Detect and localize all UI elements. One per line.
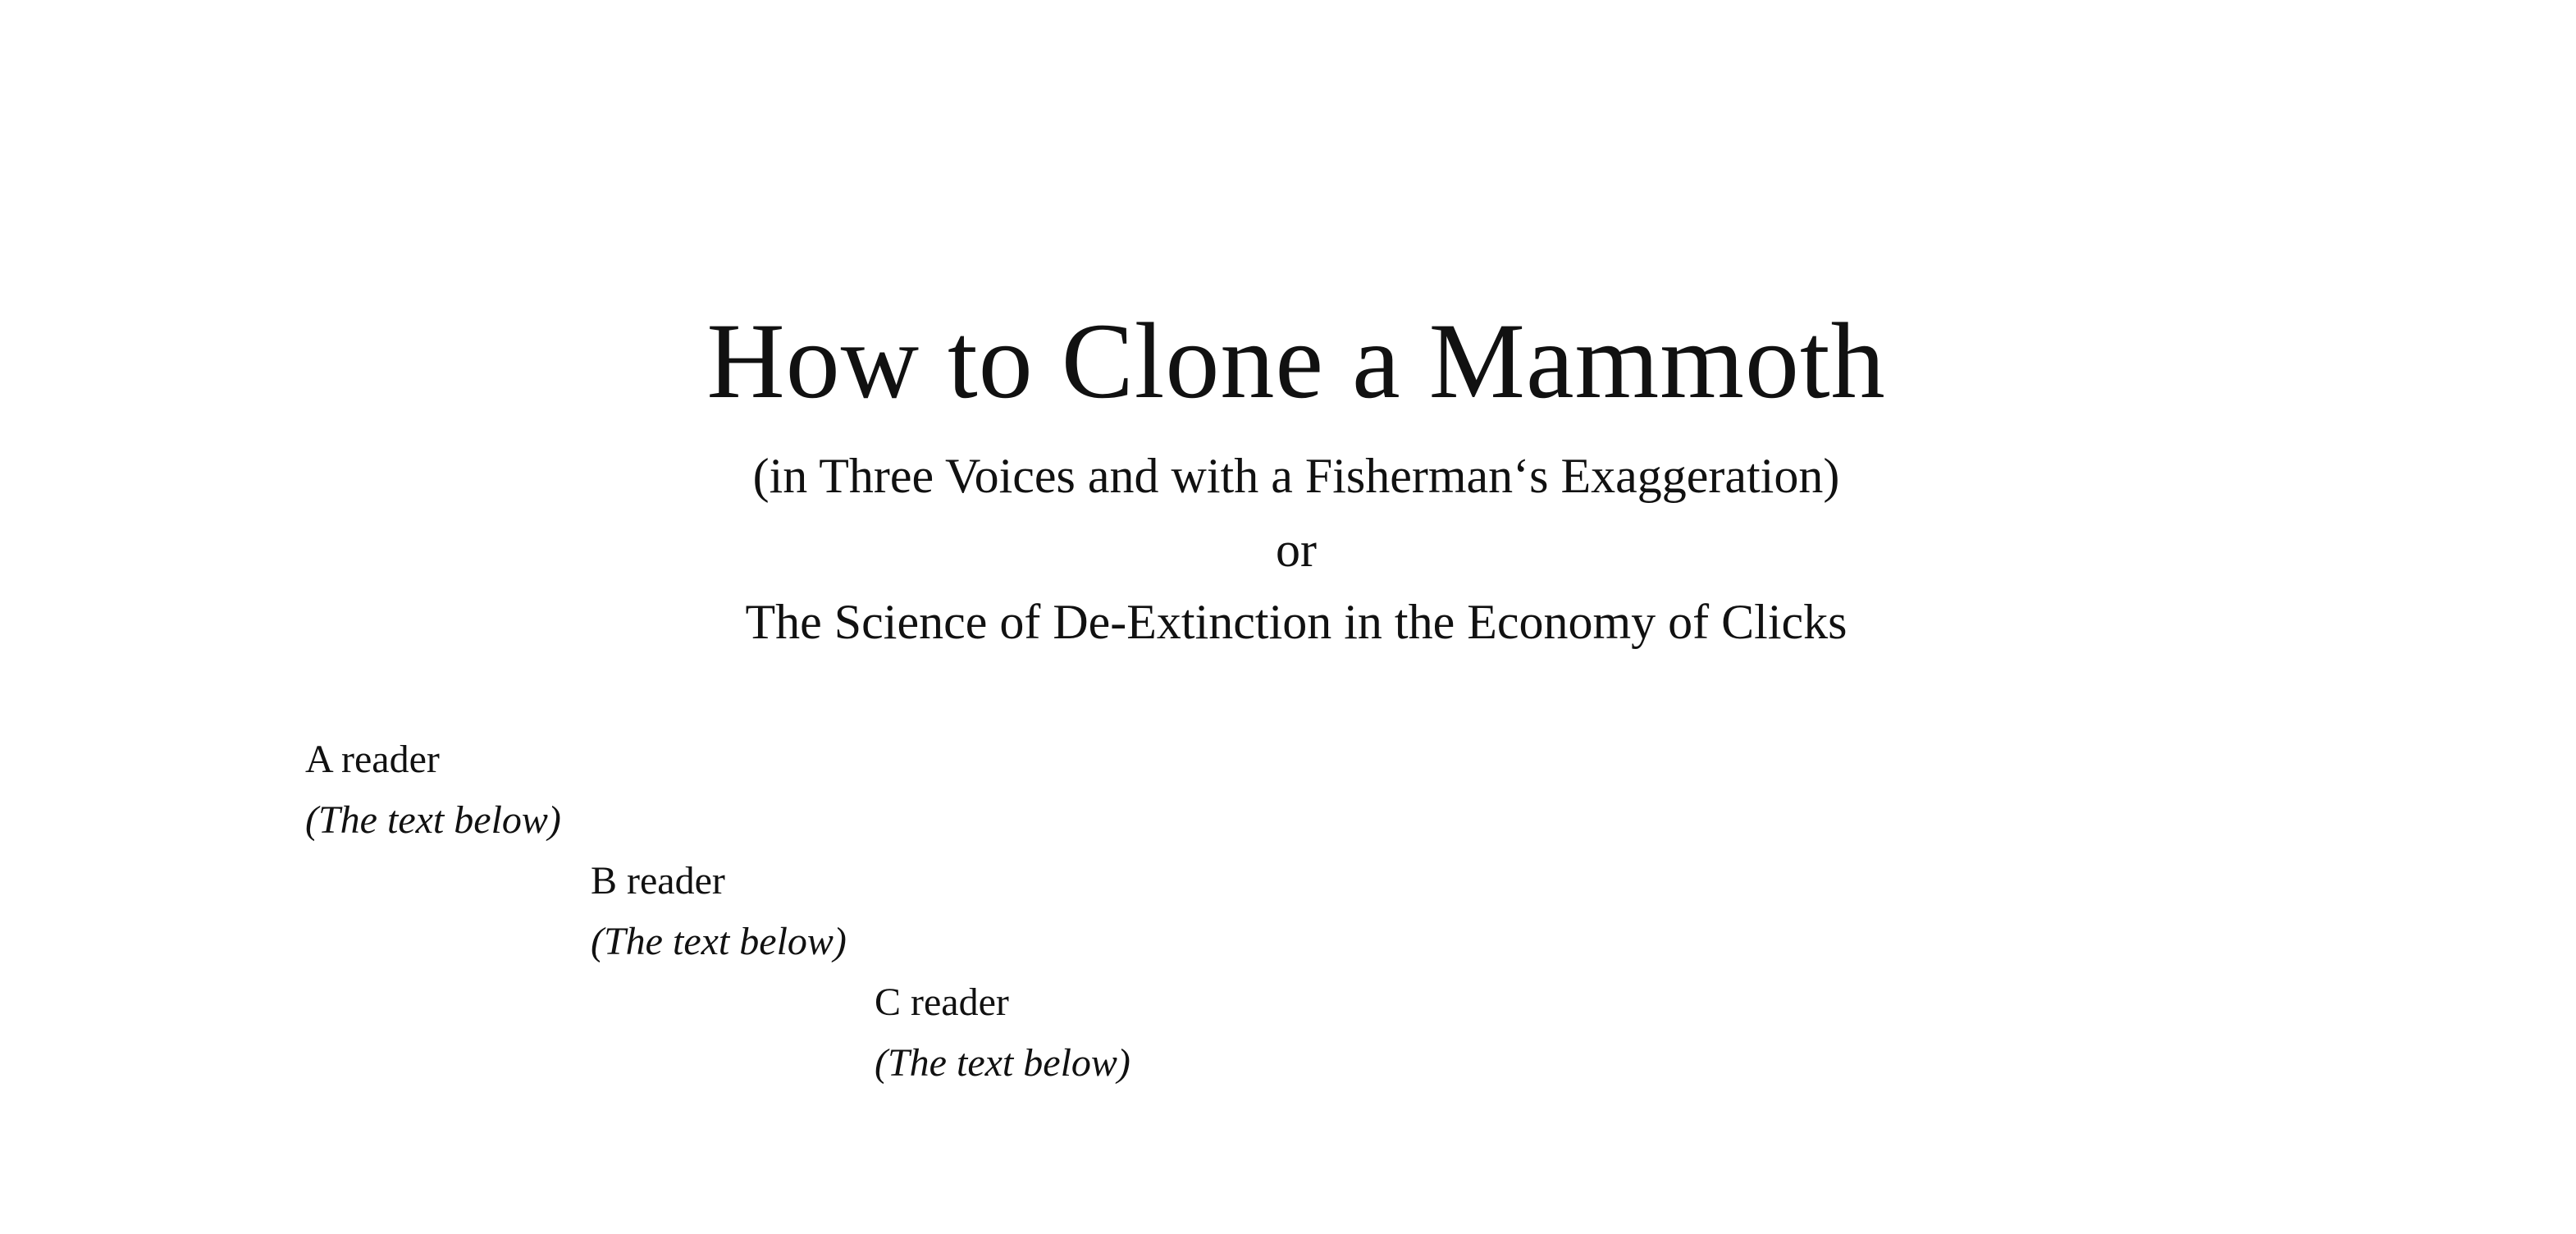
reader-a-label: A reader	[305, 738, 440, 781]
document-subtitle-or: or	[1276, 523, 1317, 577]
reader-b-label: B reader	[591, 859, 725, 903]
reader-c-text: (The text below)	[875, 1041, 1130, 1085]
document-title: How to Clone a Mammoth	[706, 300, 1886, 421]
reader-c-label: C reader	[875, 980, 1009, 1024]
document-subtitle-line1: (in Three Voices and with a Fisherman‘s Exaggeration)	[752, 449, 1840, 503]
reader-a-text: (The text below)	[305, 798, 561, 842]
document-subtitle-line2: The Science of De-Extinction in the Economy of Clicks	[745, 595, 1848, 649]
reader-b-text: (The text below)	[591, 920, 847, 963]
